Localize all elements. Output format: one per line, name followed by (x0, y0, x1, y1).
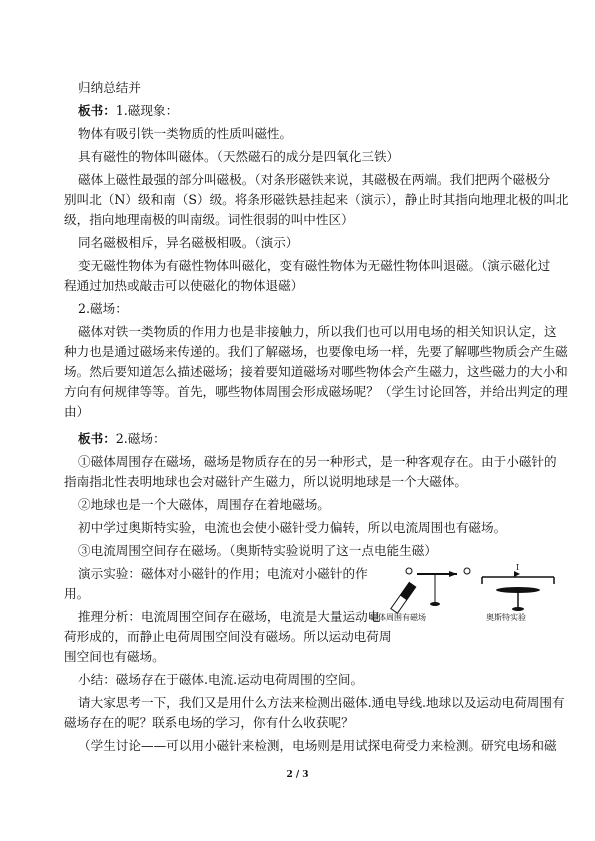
current-label: I (516, 563, 520, 572)
heading-text: 1.磁现象： (115, 103, 179, 118)
text-line: ①磁体周围存在磁场，磁场是物质存在的另一种形式，是一种客观存在。由于小磁针的 (78, 454, 557, 469)
text-line: 磁体对铁一类物质的作用力也是非接触力，所以我们也可以用电场的相关知识认定，这 (78, 324, 557, 339)
text-line: 别叫北（N）级和南（S）级。将条形磁铁悬挂起来（演示），静止时其指向地理北极的叫北 (64, 192, 569, 207)
text-line: 场。然后要知道怎么描述磁场；接着要知道磁场对哪些物体会产生磁力，这些磁力的大小和 (64, 364, 568, 379)
right-figure-caption: 奥斯特实验 (486, 613, 526, 622)
text-line: 推理分析：电流周围空间存在磁场，电流是大量运动电 (78, 609, 381, 624)
board-label: 板书： (78, 431, 116, 446)
page-number: 2 / 3 (286, 770, 309, 780)
text-line: ③电流周围空间存在磁场。（奥斯特实验说明了这一点电能生磁） (78, 543, 437, 558)
heading-text: 2.磁场： (115, 431, 166, 446)
text-line: （学生讨论——可以用小磁针来检测，电场则是用试探电荷受力来检测。研究电场和磁 (78, 738, 557, 753)
text-line: 级，指向地理南极的叫南级。词性很弱的叫中性区） (64, 212, 354, 227)
magnet-compass-figure (370, 562, 475, 632)
text-line: 磁体上磁性最强的部分叫磁极。（对条形磁铁来说，其磁极在两端。我们把两个磁极分 (78, 172, 551, 187)
board-heading-2 (78, 430, 166, 447)
text-line: ②地球也是一个大磁体，周围存在着地磁场。 (78, 497, 330, 512)
text-line: 磁场存在的呢？联系电场的学习，你有什么收获呢？ (64, 715, 354, 730)
text-line: 围空间也有磁场。 (64, 649, 165, 664)
text-line: 具有磁性的物体叫磁体。（天然磁石的成分是四氧化三铁） (78, 149, 400, 164)
text-line: 荷形成的，而静止电荷周围空间没有磁场。所以运动电荷周 (64, 629, 392, 644)
left-figure-caption: 磁体周围有磁场 (370, 613, 426, 622)
oersted-figure (478, 562, 558, 632)
text-line: 种力也是通过磁场来传递的。我们了解磁场，也要像电场一样，先要了解哪些物质会产生磁 (64, 344, 568, 359)
text-line: 方向有何规律等等。首先，哪些物体周围会形成磁场呢？（学生讨论回答，并给出判定的理 (64, 384, 568, 399)
text-line: 用。 (64, 586, 90, 601)
text-line: 归纳总结并 (78, 80, 141, 95)
text-line: 程通过加热或敲击可以使磁化的物体退磁） (64, 278, 304, 293)
text-line: 变无磁性物体为有磁性物体叫磁化，变有磁性物体为无磁性物体叫退磁。（演示磁化过 (78, 258, 551, 273)
text-line: 由） (64, 404, 90, 419)
text-line: 物体有吸引铁一类物质的性质叫磁性。 (78, 126, 293, 141)
text-line: 指南指北性表明地球也会对磁针产生磁力，所以说明地球是一个大磁体。 (64, 474, 467, 489)
subheading: 2.磁场： (78, 301, 128, 316)
board-heading-1 (78, 102, 178, 119)
text-line: 演示实验：磁体对小磁针的作用；电流对小磁针的作 (78, 566, 368, 581)
board-label: 板书： (78, 103, 116, 118)
text-line: 请大家思考一下，我们又是用什么方法来检测出磁体.通电导线.地球以及运动电荷周围有 (78, 695, 565, 710)
summary-line: 小结：磁场存在于磁体.电流.运动电荷周围的空间。 (78, 672, 364, 687)
text-line: 同名磁极相斥，异名磁极相吸。（演示） (78, 235, 299, 250)
text-line: 初中学过奥斯特实验，电流也会使小磁针受力偏转，所以电流周围也有磁场。 (78, 520, 507, 535)
